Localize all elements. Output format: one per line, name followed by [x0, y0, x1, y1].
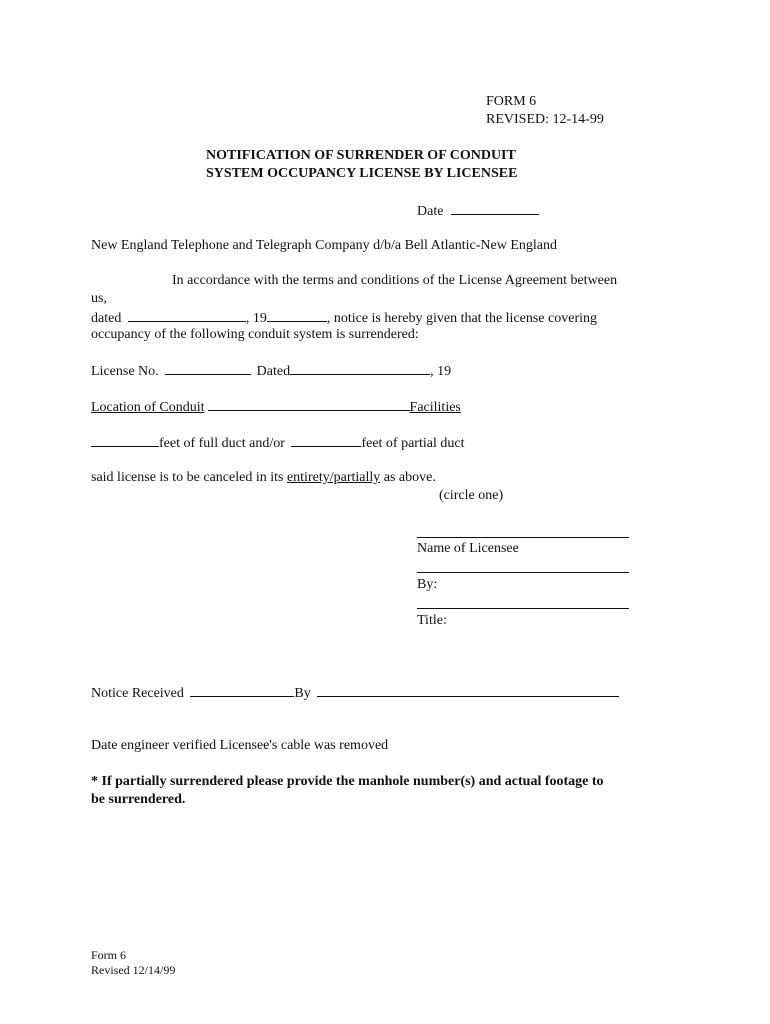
year-prefix: , 19 [245, 311, 267, 326]
license-dated-label: Dated [256, 364, 291, 379]
date-label: Date [417, 204, 444, 219]
dated-label: dated [91, 311, 122, 326]
notice-text: , notice is hereby given that the license covering [326, 311, 598, 326]
title-line-1: NOTIFICATION OF SURRENDER OF CONDUIT [206, 148, 516, 163]
footer-revised: Revised 12/14/99 [91, 963, 176, 977]
revised-date: REVISED: 12-14-99 [486, 112, 604, 127]
ducts-row [91, 433, 464, 453]
paragraph-line-3 [91, 308, 597, 328]
license-row [91, 361, 451, 381]
partial-duct-blank[interactable] [291, 433, 361, 447]
license-dated-blank[interactable] [290, 361, 430, 375]
footnote-line-2: be surrendered. [91, 792, 186, 807]
by-label: By: [417, 577, 438, 592]
title-line-2: SYSTEM OCCUPANCY LICENSE BY LICENSEE [206, 166, 518, 181]
notice-received-label: Notice Received [91, 686, 184, 701]
footnote-line-1: * If partially surrendered please provide the manhole number(s) and actual footage to [91, 774, 604, 789]
paragraph-line-2: us, [91, 291, 107, 306]
footer-form-number: Form 6 [91, 948, 127, 962]
facilities-label: Facilities [409, 400, 461, 415]
location-blank[interactable] [208, 397, 410, 411]
full-duct-label: feet of full duct and/or [159, 436, 285, 451]
location-row [91, 397, 461, 417]
licensee-name-line[interactable] [417, 537, 629, 538]
location-label: Location of Conduit [91, 400, 205, 415]
date-field [417, 201, 539, 221]
title-signature-line[interactable] [417, 608, 629, 609]
notice-received-blank[interactable] [190, 683, 294, 697]
licensee-name-label: Name of Licensee [417, 541, 519, 556]
notice-by-label: By [294, 686, 311, 701]
license-year-suffix: , 19 [430, 364, 452, 379]
full-duct-blank[interactable] [91, 433, 159, 447]
cancel-text-after: as above. [380, 470, 436, 485]
agreement-year-blank[interactable] [267, 308, 327, 322]
partial-duct-label: feet of partial duct [361, 436, 465, 451]
form-number: FORM 6 [486, 94, 537, 109]
license-no-blank[interactable] [165, 361, 251, 375]
engineer-verified-line: Date engineer verified Licensee's cable was removed [91, 738, 389, 753]
by-signature-line[interactable] [417, 572, 629, 573]
notice-row [91, 683, 619, 703]
paragraph-line-4: occupancy of the following conduit system is surrendered: [91, 327, 419, 342]
date-blank[interactable] [451, 201, 539, 215]
company-name: New England Telephone and Telegraph Company d/b/a Bell Atlantic-New England [91, 238, 558, 253]
agreement-date-blank[interactable] [128, 308, 246, 322]
license-no-label: License No. [91, 364, 159, 379]
cancel-options[interactable]: entirety/partially [286, 470, 381, 485]
title-label: Title: [417, 613, 447, 628]
notice-by-blank[interactable] [317, 683, 619, 697]
cancel-row [91, 469, 436, 487]
circle-one-note: (circle one) [439, 488, 504, 503]
paragraph-line-1: In accordance with the terms and conditions of the License Agreement between [172, 273, 618, 288]
cancel-text: said license is to be canceled in its [91, 470, 287, 485]
